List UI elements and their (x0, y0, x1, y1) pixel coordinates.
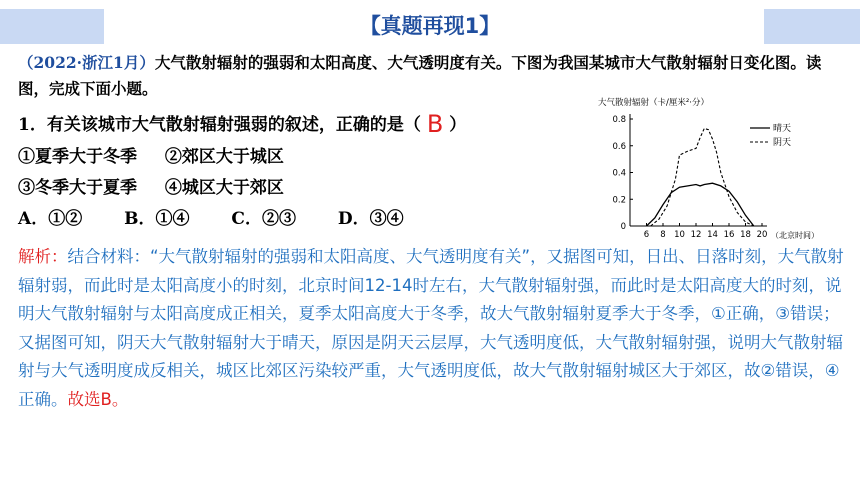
x-tick-label: 6 (643, 230, 650, 240)
y-tick-label: 0 (620, 222, 626, 232)
legend-label-sunny: 晴天 (773, 124, 792, 134)
statement-row-1 (18, 142, 284, 167)
x-tick-label: 20 (756, 230, 768, 240)
question-stem-text: 1．有关该城市大气散射辐射强弱的叙述，正确的是（ (18, 115, 421, 135)
x-tick-label: 18 (740, 230, 751, 240)
x-tick-label: 14 (707, 230, 718, 240)
legend-label-cloudy: 阴天 (773, 138, 792, 148)
x-tick-label: 16 (723, 230, 735, 240)
statement-1: ①夏季大于冬季 (18, 147, 137, 167)
statement-4: ④城区大于郊区 (164, 178, 284, 198)
y-tick-label: 0.8 (612, 115, 626, 125)
statement-row-2 (18, 173, 284, 198)
slide-title: 【真题再现1】 (359, 14, 501, 38)
option-d[interactable]: D．③④ (337, 209, 404, 229)
chart-ylabel: 大气散射辐射（卡/厘米²·分） (598, 98, 709, 108)
x-tick-label: 8 (660, 230, 666, 240)
series-line-cloudy (651, 128, 754, 226)
chart-legend (750, 122, 791, 148)
option-b[interactable]: B．①④ (124, 209, 190, 229)
series-line-sunny (647, 183, 754, 226)
analysis-paragraph (18, 243, 844, 414)
options-row (18, 204, 404, 229)
y-tick-label: 0.6 (612, 141, 626, 152)
answer-mark: B (426, 110, 444, 138)
x-tick-label: 12 (690, 230, 702, 240)
question-stem (18, 108, 466, 136)
question-source: （2022·浙江1月） (18, 53, 155, 72)
option-c[interactable]: C．②③ (231, 209, 296, 229)
analysis-label: 解析： (18, 247, 68, 266)
intro-text: 大气散射辐射的强弱和太阳高度、大气透明度有关。下图为我国某城市大气散射辐射日变化图。读图，完成下面小题。 (18, 53, 822, 98)
statement-2: ②郊区大于城区 (164, 147, 284, 167)
scatter-radiation-chart (590, 92, 840, 242)
x-tick-label: 10 (674, 230, 685, 240)
option-a[interactable]: A．①② (18, 209, 83, 229)
chart-xlabel: （北京时间） (771, 231, 819, 240)
y-tick-label: 0.4 (612, 168, 626, 179)
statement-3: ③冬季大于夏季 (18, 178, 137, 198)
analysis-body: 结合材料：“大气散射辐射的强弱和太阳高度、大气透明度有关”，又据图可知，日出、日落时刻，大气散射辐射弱，而此时是太阳高度小的时刻，北京时间12-14时左右，大气散射辐射强，而此时是太阳高度大的时刻，说明大气散射辐射与太阳高度成正相关，夏季太阳高度大于冬季，故大气散射辐射夏季大于冬季，①正确，③错误；又据图可知，阴天大气散射辐射大于晴天，原因是阴天云层厚，大气透明度低，大气散射辐射强，说明大气散射辐射与大气透明度成反相关，城区比郊区污染较严重，大气透明度低，故大气散射辐射城区大于郊区，故②错误，④正确。 (18, 247, 844, 409)
analysis-conclusion: 故选B。 (67, 389, 129, 409)
y-tick-label: 0.2 (612, 195, 626, 206)
question-stem-close: ） (449, 115, 467, 135)
